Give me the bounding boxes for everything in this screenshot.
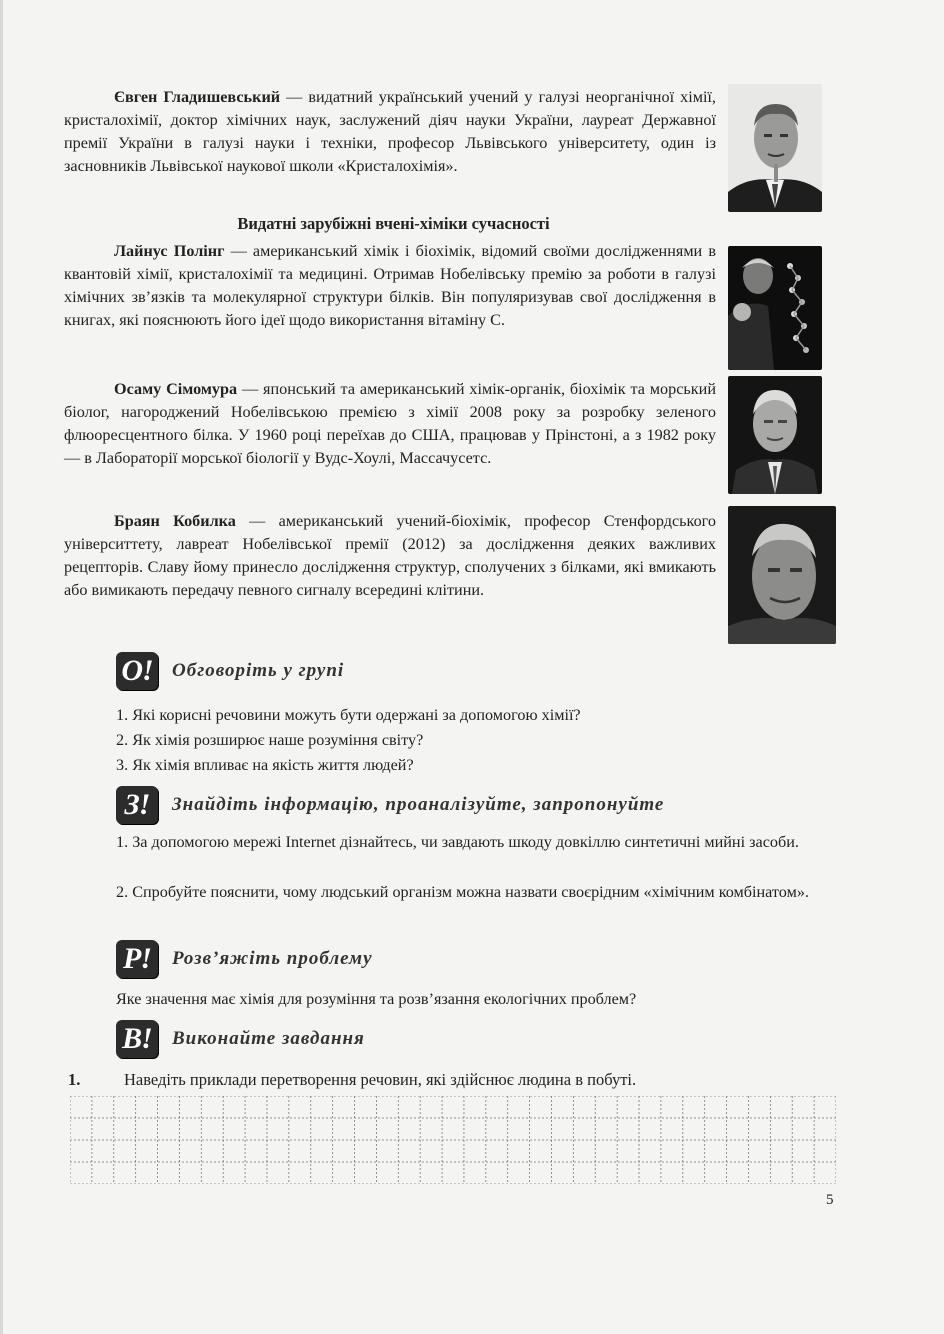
question-item: 2. Як хімія розширює наше розуміння світу? [116,731,424,749]
portrait-shimomura [728,376,822,494]
section-header-tasks [116,1020,365,1058]
scientist-name: Євген Гладишевський [114,88,281,106]
scientist-name: Осаму Сімомура [114,380,238,398]
bio-text: — американський хімік і біохімік, відомий своїми дослідженнями в квантовій хімії, кристалохімії та медицині. Отримав Нобелівську премію за роботи в галузі хімічних зв’язків та молекулярної структури білків. Він популяризував свої дослідження в книгах, які пояснюють його ідеї щодо використання вітаміну С. [64,242,717,329]
question-item: 3. Як хімія впливає на якість життя людей? [116,756,414,774]
section-header-find [116,786,664,824]
section-heading-foreign-scientists: Видатні зарубіжні вчені-хіміки сучасності [237,214,550,233]
section-title: Обговоріть у групі [172,660,345,681]
portrait-gladyshevsky [728,84,822,212]
section-badge: Р! [116,940,158,978]
section-badge: З! [116,786,158,824]
section-header-discuss [116,652,344,690]
task-paragraph: 1. За допомогою мережі Internet дізнайтесь, чи завдають шкоду довкіллю синтетичні мийні засоби. [116,833,799,851]
bio-kobilka [64,510,716,602]
task-text: Наведіть приклади перетворення речовин, які здійснює людина в побуті. [124,1070,637,1089]
scientist-name: Лайнус Полінг [114,242,225,260]
task-number: 1. [68,1070,81,1089]
question-item: 1. Які корисні речовини можуть бути одержані за допомогою хімії? [116,706,581,724]
section-title: Розв’яжіть проблему [172,948,373,969]
answer-grid[interactable] [70,1096,836,1184]
section-title: Виконайте завдання [172,1028,365,1049]
bio-shimomura [64,378,716,470]
page-number: 5 [826,1192,834,1208]
bio-pauling [64,240,716,332]
bio-text: — американський учений-біохімік, професор Стенфордського університтету, лавреат Нобелівської премії (2012) за дослідження деяких важливих рецепторів. Славу йому принесло дослідження структур, сполучених з білками, які вмикають або вимикають передачу певного сигналу всередині клітини. [64,512,716,599]
section-header-solve [116,940,373,978]
section-badge: В! [116,1020,158,1058]
bio-gladyshevsky [64,86,716,178]
bio-text: — видатний український учений у галузі неорганічної хімії, кристалохімії, доктор хімічних наук, заслужений діяч науки України, лауреат Державної премії України в галузі науки і техніки, професор Львівського університету, один із засновників Львівської наукової школи «Кристалохімія». [64,88,716,175]
bio-text: — японський та американський хімік-органік, біохімік та морський біолог, нагороджений Нобелівською премією з хімії 2008 року за розробку зеленого флюоресцентного білка. У 1960 році переїхав до США, працював у Прінстоні, а з 1982 року — в Лабораторії морської біології у Вудс-Хоулі, Массачусетс. [64,380,716,467]
section-badge: О! [116,652,158,690]
portrait-pauling [728,246,822,370]
page-edge [0,0,3,1334]
scientist-name: Браян Кобилка [114,512,236,530]
portrait-kobilka [728,506,836,644]
problem-question: Яке значення має хімія для розуміння та розв’язання екологічних проблем? [116,990,637,1008]
section-title: Знайдіть інформацію, проаналізуйте, запропонуйте [172,794,665,815]
task-paragraph: 2. Спробуйте пояснити, чому людський організм можна назвати своєрідним «хімічним комбінатом». [116,883,809,901]
